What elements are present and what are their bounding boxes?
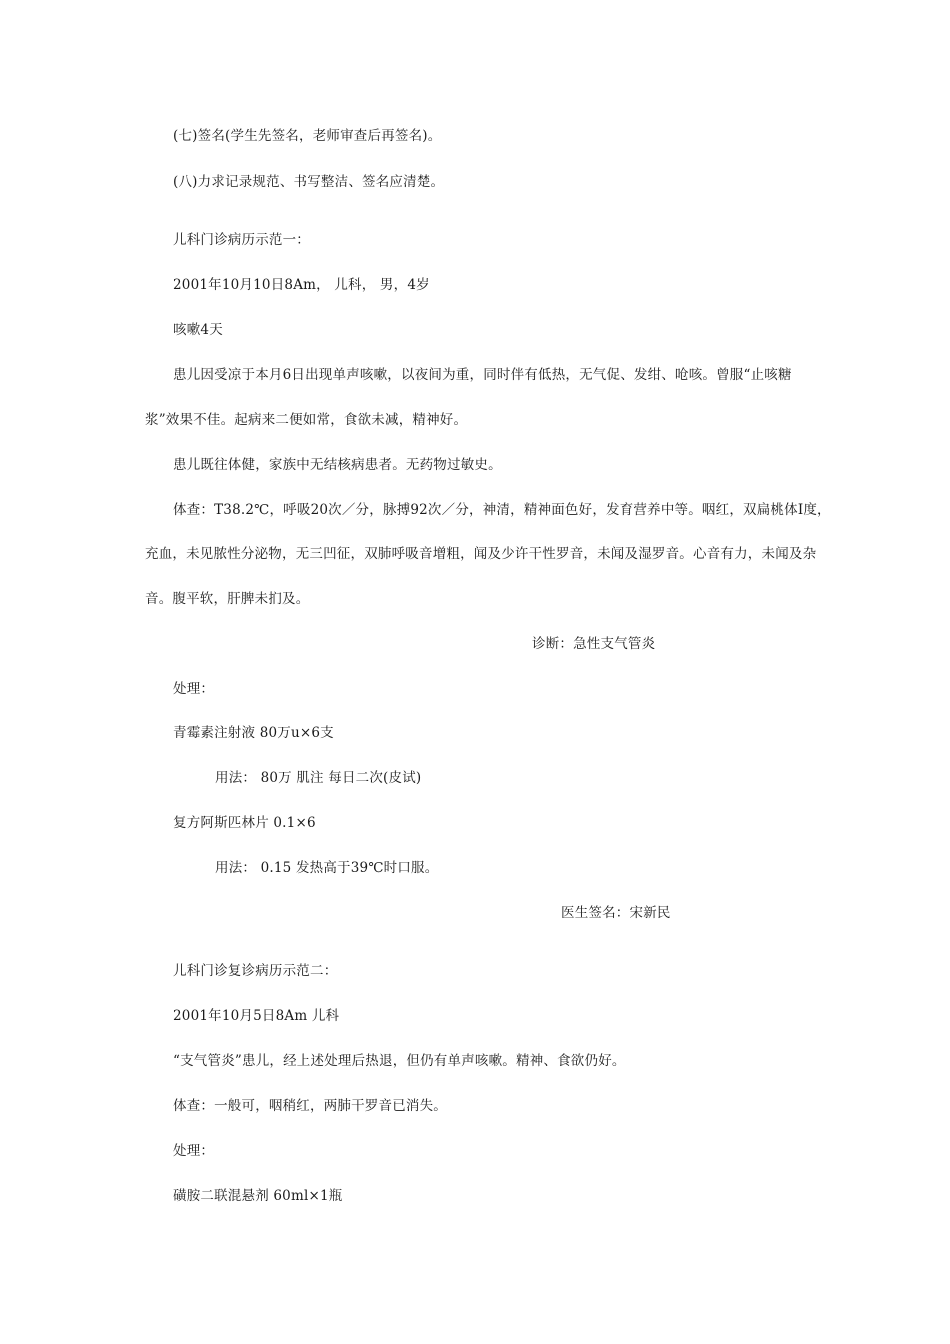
followup-treatment-label: 处理： <box>173 1143 215 1159</box>
example-two-title: 儿科门诊复诊病历示范二： <box>173 963 338 979</box>
chief-complaint: 咳嗽4天 <box>173 322 223 338</box>
item-seven-signature: (七)签名(学生先签名，老师审查后再签名)。 <box>173 128 442 144</box>
usage-penicillin: 用法： 80万 肌注 每日二次(皮试) <box>215 770 422 786</box>
usage-aspirin: 用法： 0.15 发热高于39℃时口服。 <box>215 860 439 876</box>
past-history: 患儿既往体健，家族中无结核病患者。无药物过敏史。 <box>173 457 502 473</box>
prescription-penicillin: 青霉素注射液 80万u×6支 <box>173 725 334 741</box>
followup-history: “支气管炎”患儿，经上述处理后热退，但仍有单声咳嗽。精神、食欲仍好。 <box>173 1053 626 1069</box>
treatment-label: 处理： <box>173 681 215 697</box>
prescription-sulfonamide: 磺胺二联混悬剂 60ml×1瓶 <box>173 1188 343 1204</box>
exam-line-2: 充血，未见脓性分泌物，无三凹征，双肺呼吸音增粗，闻及少许干性罗音，未闻及湿罗音。心音有力，未闻及杂 <box>145 546 817 562</box>
followup-date-info: 2001年10月5日8Am 儿科 <box>173 1008 340 1024</box>
followup-exam: 体查：一般可，咽稍红，两肺干罗音已消失。 <box>173 1098 447 1114</box>
history-line-1: 患儿因受凉于本月6日出现单声咳嗽，以夜间为重，同时伴有低热，无气促、发绀、呛咳。曾服“止咳糖 <box>173 367 792 383</box>
item-eight-standard: (八)力求记录规范、书写整洁、签名应清楚。 <box>173 174 445 190</box>
exam-line-3: 音。腹平软，肝脾未扪及。 <box>145 591 310 607</box>
exam-line-1: 体查：T38.2℃，呼吸20次／分，脉搏92次／分，神清，精神面色好，发育营养中等。咽红，双扁桃体Ⅰ度， <box>173 502 831 518</box>
diagnosis: 诊断：急性支气管炎 <box>532 636 656 652</box>
history-line-2: 浆”效果不佳。起病来二便如常，食欲未减，精神好。 <box>145 412 468 428</box>
visit-date-info: 2001年10月10日8Am， 儿科， 男，4岁 <box>173 277 430 293</box>
example-one-title: 儿科门诊病历示范一： <box>173 232 310 248</box>
prescription-aspirin: 复方阿斯匹林片 0.1×6 <box>173 815 316 831</box>
doctor-signature: 医生签名：宋新民 <box>561 905 671 921</box>
